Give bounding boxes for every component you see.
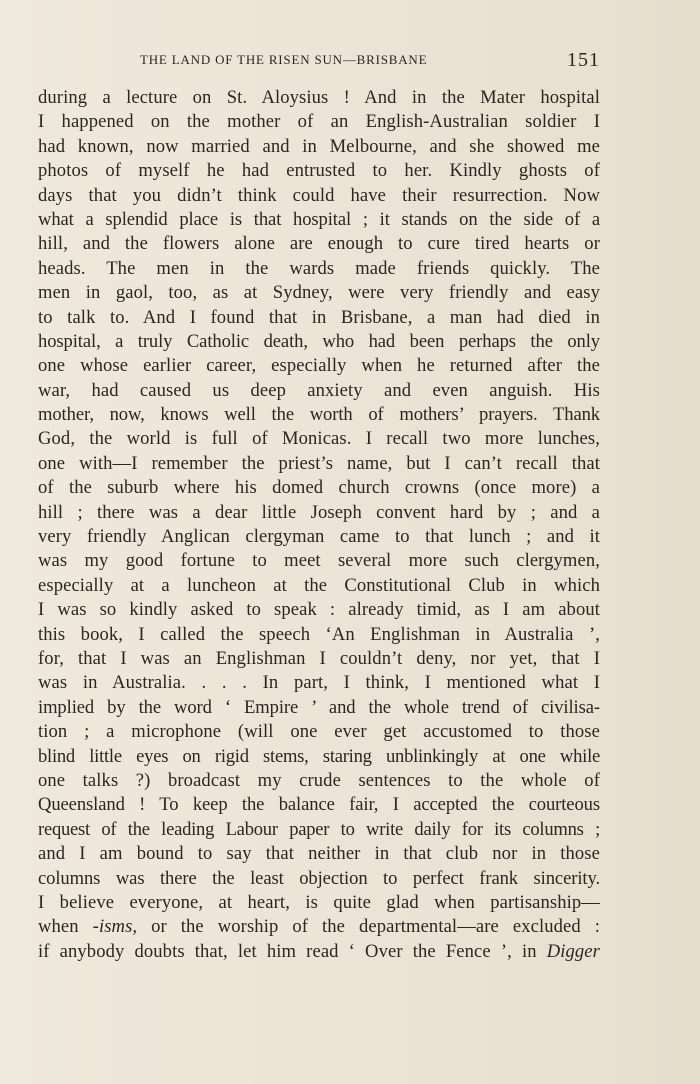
text-line: tion ; a microphone (will one ever get accustomed to those: [38, 721, 600, 743]
page-number: 151: [567, 49, 600, 71]
text-line: I happened on the mother of an English-Australian soldier I: [38, 111, 600, 133]
text-line: one whose earlier career, especially when he returned after the: [38, 355, 600, 377]
text-line: what a splendid place is that hospital ; it stands on the side of a: [38, 208, 600, 230]
text-line: war, had caused us deep anxiety and even anguish. His: [38, 379, 600, 401]
text-line: for, that I was an Englishman I couldn’t deny, nor yet, that I: [38, 647, 600, 669]
text-line: days that you didn’t think could have their resurrection. Now: [38, 184, 600, 206]
text-line: hill ; there was a dear little Joseph convent hard by ; and a: [38, 501, 600, 523]
running-head: THE LAND OF THE RISEN SUN—BRISBANE: [140, 52, 428, 67]
text-line: had known, now married and in Melbourne, and she showed me: [38, 135, 600, 157]
line-segment: when -: [38, 916, 99, 938]
text-line: and I am bound to say that neither in that club nor in those: [38, 843, 600, 865]
text-line: of the suburb where his domed church crowns (once more) a: [38, 477, 600, 499]
line-segment: or the worship of the departmental—are excluded :: [137, 916, 600, 938]
text-line: I believe everyone, at heart, is quite glad when partisanship—: [38, 891, 600, 913]
page-header: [38, 50, 600, 74]
text-line: photos of myself he had entrusted to her. Kindly ghosts of: [38, 160, 600, 182]
text-line: blind little eyes on rigid stems, staring unblinkingly at one while: [38, 745, 600, 767]
text-line: [38, 915, 600, 939]
text-line: implied by the word ‘ Empire ’ and the whole trend of civilisa-: [38, 696, 600, 718]
text-line: men in gaol, too, as at Sydney, were very friendly and easy: [38, 282, 600, 304]
line-segment: if anybody doubts that, let him read ‘ Over the Fence ’, in: [38, 940, 547, 962]
text-line: columns was there the least objection to perfect frank sincerity.: [38, 867, 600, 889]
italic-segment: Digger: [546, 940, 600, 962]
text-line: was my good fortune to meet several more such clergymen,: [38, 550, 600, 572]
body-text: [38, 86, 600, 964]
text-line: mother, now, knows well the worth of mothers’ prayers. Thank: [38, 404, 600, 426]
text-line: Queensland ! To keep the balance fair, I accepted the courteous: [38, 794, 600, 816]
text-line: was in Australia. . . . In part, I think, I mentioned what I: [38, 672, 600, 694]
text-line: one with—I remember the priest’s name, but I can’t recall that: [38, 452, 600, 474]
text-line: one talks ?) broadcast my crude sentences to the whole of: [38, 769, 600, 791]
text-line: to talk to. And I found that in Brisbane, a man had died in: [38, 306, 600, 328]
text-line: very friendly Anglican clergyman came to that lunch ; and it: [38, 526, 600, 548]
text-line: especially at a luncheon at the Constitutional Club in which: [38, 574, 600, 596]
italic-segment: isms,: [98, 916, 138, 938]
text-line: heads. The men in the wards made friends quickly. The: [38, 257, 600, 279]
text-line: I was so kindly asked to speak : already timid, as I am about: [38, 599, 600, 621]
text-line: hill, and the flowers alone are enough to cure tired hearts or: [38, 233, 600, 255]
text-line: during a lecture on St. Aloysius ! And in the Mater hospital: [38, 87, 600, 108]
text-line: this book, I called the speech ‘An Englishman in Australia ’,: [38, 623, 600, 645]
text-line: God, the world is full of Monicas. I recall two more lunches,: [38, 428, 600, 450]
text-line: hospital, a truly Catholic death, who had been perhaps the only: [38, 330, 600, 352]
text-line: [38, 940, 600, 964]
text-line: request of the leading Labour paper to write daily for its columns ;: [38, 818, 600, 840]
